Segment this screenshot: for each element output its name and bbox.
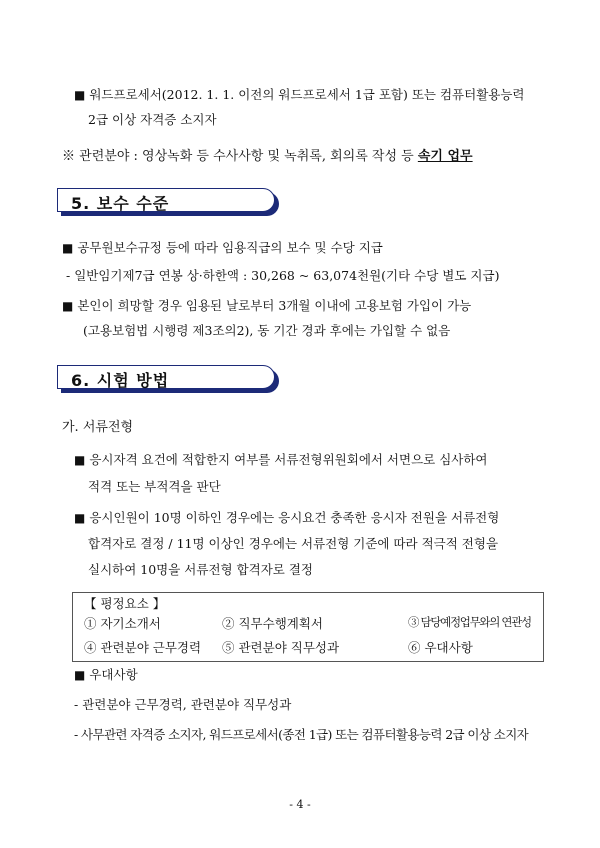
bullet-square-icon: ■ [74,511,86,525]
reference-mark: ※ [62,149,76,164]
bullet-item-insurance [62,296,471,314]
evaluation-item: ④ 관련분야 근무경력 [84,640,202,655]
bullet-item-screening [74,450,488,468]
item-text: 응시인원이 10명 이하인 경우에는 응시요건 충족한 응시자 전원을 서류전형 [89,510,500,525]
item-text-continued: 합격자로 결정 / 11명 이상인 경우에는 서류전형 기준에 따라 적극적 전형을 [88,536,499,551]
section-6-title: 6. 시험 방법 [71,371,170,390]
subsection-title: 가. 서류전형 [62,420,134,435]
bullet-square-icon: ■ [62,241,74,255]
item-text: 워드프로세서(2012. 1. 1. 이전의 워드프로세서 1급 포함) 또는 컴퓨터활용능력 [89,87,525,102]
preference-item: - 관련분야 근무경력, 관련분야 직무성과 [74,697,292,712]
note-text: 관련분야 : 영상녹화 등 수사사항 및 녹취록, 회의록 작성 등 [79,149,414,164]
bullet-item-applicants [74,508,499,526]
item-text: 응시자격 요건에 적합한지 여부를 서류전형위원회에서 서면으로 심사하여 [89,452,488,467]
preference-heading [74,665,138,683]
section-5-title: 5. 보수 수준 [71,194,170,213]
item-text: 본인이 희망할 경우 임용된 날로부터 3개월 이내에 고용보험 가입이 가능 [77,298,472,313]
item-text-continued: 실시하여 10명을 서류전형 합격자로 결정 [88,562,313,577]
bullet-square-icon: ■ [74,668,86,682]
evaluation-item: ⑥ 우대사항 [408,640,473,655]
page-number: - 4 - [289,798,311,811]
note-line [62,145,473,164]
evaluation-title: 【 평정요소 】 [84,596,166,611]
evaluation-item: ⑤ 관련분야 직무성과 [222,640,340,655]
item-text-continued: (고용보험법 시행령 제3조의2), 동 기간 경과 후에는 가입할 수 없음 [83,323,451,338]
bullet-item-salary [62,238,383,256]
salary-detail: - 일반임기제7급 연봉 상·하한액 : 30,268 ~ 63,074천원(기타 수당 별도 지급) [66,268,500,283]
section-6-header [57,365,279,392]
bullet-square-icon: ■ [62,299,74,313]
item-text-continued: 적격 또는 부적격을 판단 [88,479,221,494]
evaluation-item: ③ 담당예정업무와의 연관성 [408,615,531,629]
bullet-square-icon: ■ [74,453,86,467]
bullet-square-icon: ■ [74,88,86,102]
evaluation-item: ① 자기소개서 [84,616,161,631]
note-emphasis: 속기 업무 [417,149,473,164]
item-text: 공무원보수규정 등에 따라 임용직급의 보수 및 수당 지급 [77,240,383,255]
bullet-item-word-processor [74,85,525,103]
evaluation-item: ② 직무수행계획서 [222,616,323,631]
item-text-continued: 2급 이상 자격증 소지자 [88,112,217,127]
preference-item: - 사무관련 자격증 소지자, 워드프로세서(종전 1급) 또는 컴퓨터활용능력 2급 이상 소지자 [74,727,529,742]
preference-title: 우대사항 [89,667,138,682]
section-5-header [57,188,279,215]
